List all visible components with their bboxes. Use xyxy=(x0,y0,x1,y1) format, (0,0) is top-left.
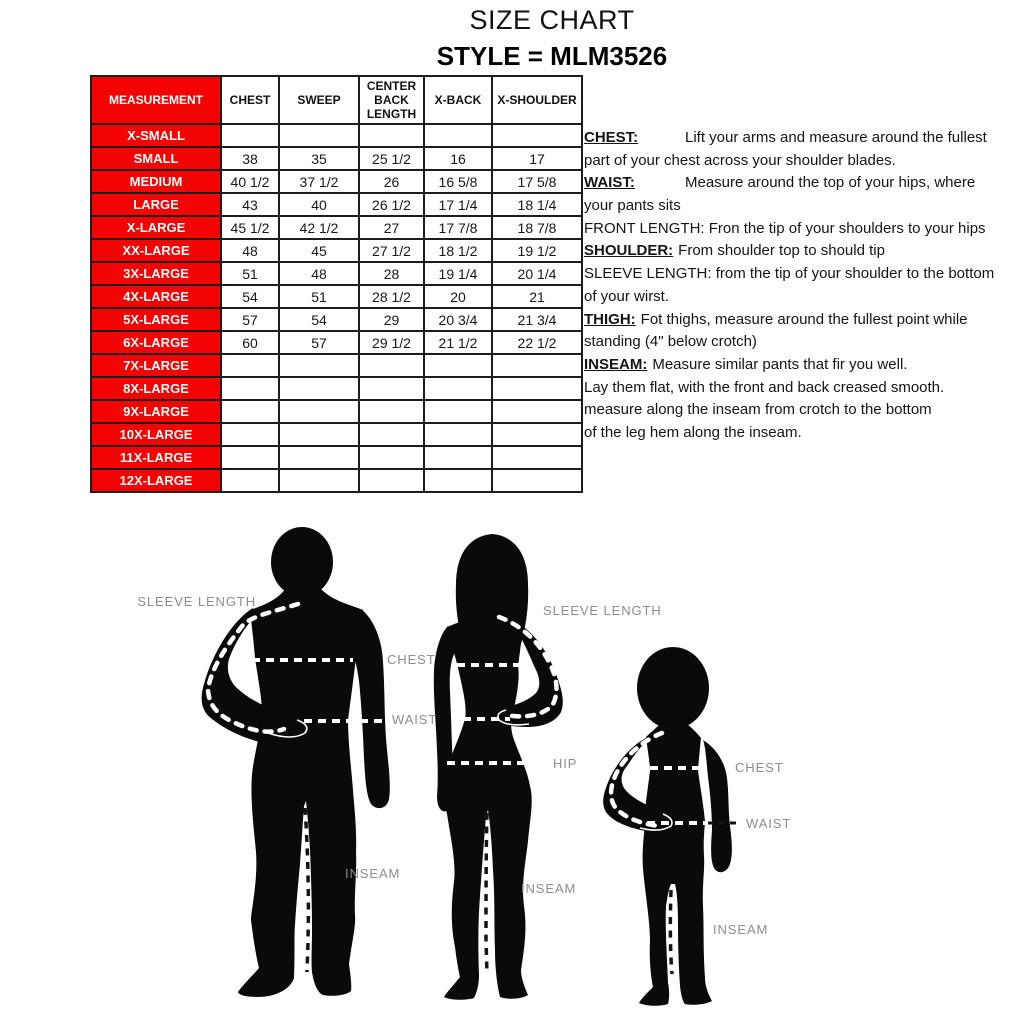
table-row xyxy=(91,170,582,193)
x-shoulder-cell xyxy=(492,446,582,469)
size-cell: 10X-LARGE xyxy=(91,423,221,446)
man-sleeve-length-label: SLEEVE LENGTH xyxy=(137,594,256,609)
instruction-text: of your wirst. xyxy=(584,287,670,305)
x-shoulder-cell xyxy=(492,400,582,423)
instruction-text: From shoulder top to should tip xyxy=(678,242,885,260)
instruction-text: Measure similar pants that fir you well. xyxy=(652,355,908,373)
instruction-line xyxy=(584,150,1022,173)
chest-cell xyxy=(221,124,279,147)
x-back-cell: 20 xyxy=(424,285,492,308)
table-row xyxy=(91,377,582,400)
chest-cell xyxy=(221,469,279,492)
center-back-length-cell xyxy=(359,354,424,377)
instruction-term: WAIST: xyxy=(584,174,635,192)
instruction-text: Measure around the top of your hips, where xyxy=(685,174,976,192)
x-back-cell: 18 1/2 xyxy=(424,239,492,262)
size-cell: LARGE xyxy=(91,193,221,216)
instruction-line xyxy=(584,331,1022,354)
instruction-line xyxy=(584,309,1022,332)
chest-cell: 38 xyxy=(221,147,279,170)
size-cell: 5X-LARGE xyxy=(91,308,221,331)
size-cell: SMALL xyxy=(91,147,221,170)
instruction-text: standing (4" below crotch) xyxy=(584,333,757,351)
x-shoulder-cell: 17 xyxy=(492,147,582,170)
child-inseam-label: INSEAM xyxy=(713,922,769,937)
measurement-diagram xyxy=(0,505,1024,1024)
instruction-text: your pants sits xyxy=(584,197,681,215)
sweep-cell xyxy=(279,469,359,492)
size-cell: XX-LARGE xyxy=(91,239,221,262)
chest-cell xyxy=(221,446,279,469)
x-shoulder-cell: 21 xyxy=(492,285,582,308)
chest-cell xyxy=(221,377,279,400)
instruction-line xyxy=(584,263,1022,286)
size-cell: 9X-LARGE xyxy=(91,400,221,423)
center-back-length-cell: 25 1/2 xyxy=(359,147,424,170)
table-row xyxy=(91,446,582,469)
x-back-cell xyxy=(424,446,492,469)
x-shoulder-cell xyxy=(492,423,582,446)
center-back-length-cell xyxy=(359,400,424,423)
table-row xyxy=(91,354,582,377)
x-back-cell xyxy=(424,354,492,377)
sweep-cell: 54 xyxy=(279,308,359,331)
sweep-cell: 42 1/2 xyxy=(279,216,359,239)
chest-cell: 57 xyxy=(221,308,279,331)
table-row xyxy=(91,469,582,492)
x-shoulder-cell: 17 5/8 xyxy=(492,170,582,193)
table-row xyxy=(91,285,582,308)
instruction-term: CHEST: xyxy=(584,129,639,146)
child-silhouette xyxy=(603,647,741,1006)
woman-body xyxy=(444,613,532,1000)
center-back-length-cell xyxy=(359,377,424,400)
instruction-line xyxy=(584,127,1022,150)
center-back-length-cell xyxy=(359,446,424,469)
size-cell: 4X-LARGE xyxy=(91,285,221,308)
instruction-text: Lift your arms and measure around the fullest xyxy=(685,129,987,146)
table-row xyxy=(91,193,582,216)
size-cell: MEDIUM xyxy=(91,170,221,193)
table-row xyxy=(91,262,582,285)
header-sweep: SWEEP xyxy=(279,76,359,124)
instruction-line xyxy=(584,422,1022,445)
child-hanging-arm xyxy=(703,740,732,872)
instruction-line xyxy=(584,218,1022,241)
child-inseam-line xyxy=(670,890,672,974)
table-row xyxy=(91,400,582,423)
chest-label: CHEST xyxy=(387,652,436,667)
center-back-length-cell: 28 xyxy=(359,262,424,285)
chest-cell: 54 xyxy=(221,285,279,308)
header-measurement: MEASUREMENT xyxy=(91,76,221,124)
x-shoulder-cell xyxy=(492,124,582,147)
center-back-length-cell xyxy=(359,469,424,492)
x-shoulder-cell xyxy=(492,377,582,400)
center-back-length-cell: 27 xyxy=(359,216,424,239)
header-center-back-length: CENTER BACK LENGTH xyxy=(359,76,424,124)
chest-cell: 40 1/2 xyxy=(221,170,279,193)
child-head xyxy=(637,647,709,729)
center-back-length-cell: 28 1/2 xyxy=(359,285,424,308)
woman-inseam-label: INSEAM xyxy=(521,881,577,896)
sweep-cell xyxy=(279,400,359,423)
sweep-cell: 48 xyxy=(279,262,359,285)
sweep-cell: 40 xyxy=(279,193,359,216)
x-back-cell xyxy=(424,124,492,147)
table-row xyxy=(91,308,582,331)
instruction-text: Lay them flat, with the front and back creased smooth. xyxy=(584,378,945,396)
header-x-shoulder: X-SHOULDER xyxy=(492,76,582,124)
center-back-length-cell: 29 xyxy=(359,308,424,331)
x-back-cell: 19 1/4 xyxy=(424,262,492,285)
size-cell: X-LARGE xyxy=(91,216,221,239)
table-header-row xyxy=(91,76,582,124)
size-table xyxy=(90,75,583,493)
x-back-cell: 16 xyxy=(424,147,492,170)
chest-cell xyxy=(221,400,279,423)
woman-sleeve-length-label: SLEEVE LENGTH xyxy=(543,603,662,618)
instruction-term: SHOULDER: xyxy=(584,242,674,260)
x-back-cell xyxy=(424,400,492,423)
x-back-cell xyxy=(424,423,492,446)
instruction-term: INSEAM: xyxy=(584,355,648,373)
child-body xyxy=(639,721,712,1006)
size-cell: 3X-LARGE xyxy=(91,262,221,285)
x-back-cell: 17 7/8 xyxy=(424,216,492,239)
instruction-line xyxy=(584,377,1022,400)
instruction-line xyxy=(584,172,1022,195)
table-row xyxy=(91,147,582,170)
x-shoulder-cell: 18 1/4 xyxy=(492,193,582,216)
size-cell: 12X-LARGE xyxy=(91,469,221,492)
size-cell: 7X-LARGE xyxy=(91,354,221,377)
child-chest-label: CHEST xyxy=(735,760,784,775)
man-inseam-label: INSEAM xyxy=(345,866,401,881)
style-number: STYLE = MLM3526 xyxy=(436,41,668,71)
instruction-text: measure along the inseam from crotch to the bottom xyxy=(584,401,932,419)
center-back-length-cell: 26 1/2 xyxy=(359,193,424,216)
chest-cell xyxy=(221,354,279,377)
table-row xyxy=(91,423,582,446)
instruction-line xyxy=(584,240,1022,263)
instruction-term: THIGH: xyxy=(584,310,636,328)
chest-cell: 43 xyxy=(221,193,279,216)
x-back-cell xyxy=(424,377,492,400)
x-shoulder-cell: 20 1/4 xyxy=(492,262,582,285)
instruction-text: FRONT LENGTH: Fron the tip of your shoulders to your hips xyxy=(584,219,986,237)
x-back-cell: 16 5/8 xyxy=(424,170,492,193)
x-back-cell: 17 1/4 xyxy=(424,193,492,216)
center-back-length-cell: 29 1/2 xyxy=(359,331,424,354)
man-body xyxy=(238,586,363,997)
chest-cell: 48 xyxy=(221,239,279,262)
sweep-cell xyxy=(279,377,359,400)
x-shoulder-cell: 22 1/2 xyxy=(492,331,582,354)
x-shoulder-cell: 18 7/8 xyxy=(492,216,582,239)
table-row xyxy=(91,239,582,262)
sweep-cell xyxy=(279,354,359,377)
x-back-cell: 21 1/2 xyxy=(424,331,492,354)
size-cell: 11X-LARGE xyxy=(91,446,221,469)
x-back-cell: 20 3/4 xyxy=(424,308,492,331)
header-chest: CHEST xyxy=(221,76,279,124)
x-back-cell xyxy=(424,469,492,492)
table-row xyxy=(91,216,582,239)
table-row xyxy=(91,124,582,147)
center-back-length-cell: 26 xyxy=(359,170,424,193)
instruction-line xyxy=(584,399,1022,422)
chest-cell xyxy=(221,423,279,446)
instruction-text: of the leg hem along the inseam. xyxy=(584,423,802,441)
size-cell: 6X-LARGE xyxy=(91,331,221,354)
chest-cell: 60 xyxy=(221,331,279,354)
x-shoulder-cell xyxy=(492,354,582,377)
instruction-line xyxy=(584,195,1022,218)
sweep-cell xyxy=(279,124,359,147)
center-back-length-cell: 27 1/2 xyxy=(359,239,424,262)
instruction-line xyxy=(584,354,1022,377)
instruction-text: part of your chest across your shoulder blades. xyxy=(584,151,896,169)
man-hanging-arm xyxy=(352,609,390,808)
instruction-text: SLEEVE LENGTH: from the tip of your shoulder to the bottom xyxy=(584,265,995,283)
page-title: SIZE CHART xyxy=(469,5,635,35)
sweep-cell xyxy=(279,423,359,446)
waist-label: WAIST xyxy=(392,712,438,727)
sweep-cell: 57 xyxy=(279,331,359,354)
size-cell: 8X-LARGE xyxy=(91,377,221,400)
header-x-back: X-BACK xyxy=(424,76,492,124)
x-shoulder-cell xyxy=(492,469,582,492)
measuring-instructions xyxy=(584,127,1022,445)
sweep-cell: 45 xyxy=(279,239,359,262)
instruction-line xyxy=(584,286,1022,309)
x-shoulder-cell: 19 1/2 xyxy=(492,239,582,262)
center-back-length-cell xyxy=(359,124,424,147)
size-cell: X-SMALL xyxy=(91,124,221,147)
woman-inseam-line xyxy=(486,813,487,974)
child-waist-label: WAIST xyxy=(746,816,792,831)
table-row xyxy=(91,331,582,354)
sweep-cell xyxy=(279,446,359,469)
sweep-cell: 51 xyxy=(279,285,359,308)
sweep-cell: 35 xyxy=(279,147,359,170)
sweep-cell: 37 1/2 xyxy=(279,170,359,193)
man-inseam-line xyxy=(305,808,308,972)
instruction-text: Fot thighs, measure around the fullest point while xyxy=(640,310,968,328)
center-back-length-cell xyxy=(359,423,424,446)
x-shoulder-cell: 21 3/4 xyxy=(492,308,582,331)
chest-cell: 51 xyxy=(221,262,279,285)
hip-label: HIP xyxy=(553,756,578,771)
chest-cell: 45 1/2 xyxy=(221,216,279,239)
